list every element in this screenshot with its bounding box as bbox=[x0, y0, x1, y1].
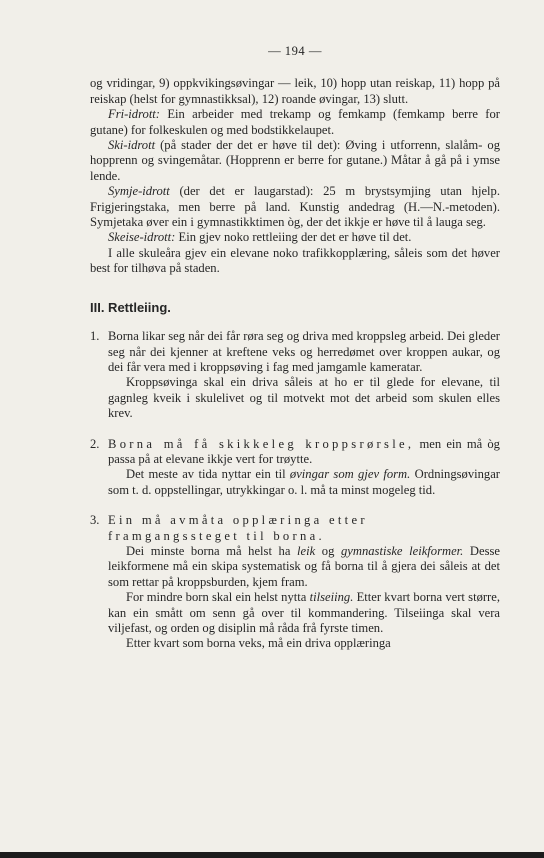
skeise-idrott-paragraph bbox=[90, 230, 500, 245]
page-bottom-edge bbox=[0, 852, 544, 858]
ski-idrott-paragraph bbox=[90, 138, 500, 184]
page-content bbox=[90, 44, 500, 652]
item-3-paragraph-4: Etter kvart som borna veks, må ein driva opplæringa bbox=[126, 636, 391, 651]
item-3-p2-before: Dei minste borna må helst ha bbox=[126, 543, 298, 558]
item-gap bbox=[90, 498, 500, 513]
intro-paragraph: og vridingar, 9) oppkvikingsøvingar — leik, 10) hopp utan reiskap, 11) hopp på reiskap (helst for gymnastikksal), 12) roande øvingar, 13) slutt. bbox=[90, 76, 500, 106]
symje-idrott-text: (der det er laugarstad): 25 m brystsymjing utan hjelp. Frigjeringstaka, men berre på land. Kunstig andedrag (H.—N.-metoden). Symjetaka øver ein i gymnastikktimen òg, der det ikkje er høve til å lauga seg. bbox=[90, 184, 500, 230]
item-3-p2-emphasis-2: gymnastiske leikformer. bbox=[340, 543, 464, 558]
symje-idrott-paragraph bbox=[90, 184, 500, 230]
item-3-p2-after: Desse leikformene må ein skipa systematisk og få borna til å gjera dei såleis at det som rettar på kroppsburden, kjem fram. bbox=[108, 543, 500, 589]
list-item-2 bbox=[90, 437, 500, 499]
traffic-paragraph: I alle skuleåra gjev ein elevane noko trafikkopplæring, såleis som det høver best for tilhøva på staden. bbox=[90, 245, 500, 276]
skeise-idrott-text: Ein gjev noko rettleiing der det er høve til det. bbox=[175, 230, 412, 245]
item-2-paragraph-1 bbox=[108, 437, 500, 468]
item-2-p2-emphasis: øvingar som gjev form. bbox=[289, 467, 411, 482]
fri-idrott-text: Ein arbeider med trekamp og femkamp (femkamp berre for gutane) for folkeskulen og med bodstikkelaupet. bbox=[90, 107, 500, 137]
skeise-idrott-label: Skeise-idrott: bbox=[108, 230, 176, 245]
item-gap bbox=[90, 422, 500, 437]
item-3-p3-after: Etter kvart borna vert større, kan ein smått om senn gå over til kommandering. Tilseiinga skal vera viljefast, og orden og disiplin må råda frå fyrste timen. bbox=[108, 590, 500, 635]
ski-idrott-label: Ski-idrott bbox=[108, 138, 156, 153]
item-3-p3-before: For mindre born skal ein helst nytta bbox=[126, 590, 310, 605]
fri-idrott-label: Fri-idrott: bbox=[108, 107, 161, 122]
item-number-2: 2. bbox=[90, 436, 100, 451]
item-number-3: 3. bbox=[90, 513, 100, 528]
item-2-p2-before: Det meste av tida nyttar ein til bbox=[126, 467, 290, 482]
list-item-3 bbox=[90, 513, 500, 652]
item-3-p3-emphasis: tilseiing. bbox=[309, 590, 354, 605]
section-title: III. Rettleiing. bbox=[90, 299, 171, 315]
page-number: — 194 — bbox=[268, 44, 322, 58]
item-3-p2-emphasis-1: leik bbox=[297, 543, 316, 558]
item-2-heading: Borna må få skikkeleg kroppsrørsle, bbox=[108, 436, 415, 451]
section-spacer bbox=[90, 277, 500, 300]
item-3-paragraph-2 bbox=[108, 544, 500, 590]
item-1-paragraph-1: Borna likar seg når dei får røra seg og driva med kroppsleg arbeid. Dei gleder seg når dei kjenner at kreftene veks og herredømet over kroppen aukar, og dei får vera med i kroppsøving i fag med jamgamle kameratar. bbox=[108, 329, 500, 374]
item-2-paragraph-2 bbox=[108, 467, 500, 498]
item-2-heading-rest: men ein må òg passa på at elevane ikkje vert for trøytte. bbox=[108, 436, 500, 466]
ski-idrott-text: (på stader der det er høve til det): Øving i utforrenn, slalåm- og hopprenn og svingemåtar. (Hopprenn er berre for gutane.) Måtar å gå på i ymse lende. bbox=[90, 138, 500, 183]
list-item-1 bbox=[90, 329, 500, 421]
item-2-p2-after: Ordningsøvingar som t. d. oppstellingar, utrykkingar o. l. må ta minst mogeleg tid. bbox=[108, 467, 500, 497]
fri-idrott-paragraph bbox=[90, 107, 500, 138]
item-3-paragraph-3 bbox=[108, 590, 500, 636]
item-3-p2-mid: og bbox=[315, 543, 341, 558]
item-number-1: 1. bbox=[90, 329, 100, 344]
symje-idrott-label: Symje-idrott bbox=[108, 184, 170, 199]
item-3-heading: Ein må avmåta opplæringa etter framgangssteget til borna. bbox=[108, 513, 368, 543]
item-1-paragraph-2: Kroppsøvinga skal ein driva såleis at ho er til glede for elevane, til gagnleg kveik i skulelivet og til motvekt mot det arbeid som skulen elles krev. bbox=[108, 375, 500, 421]
